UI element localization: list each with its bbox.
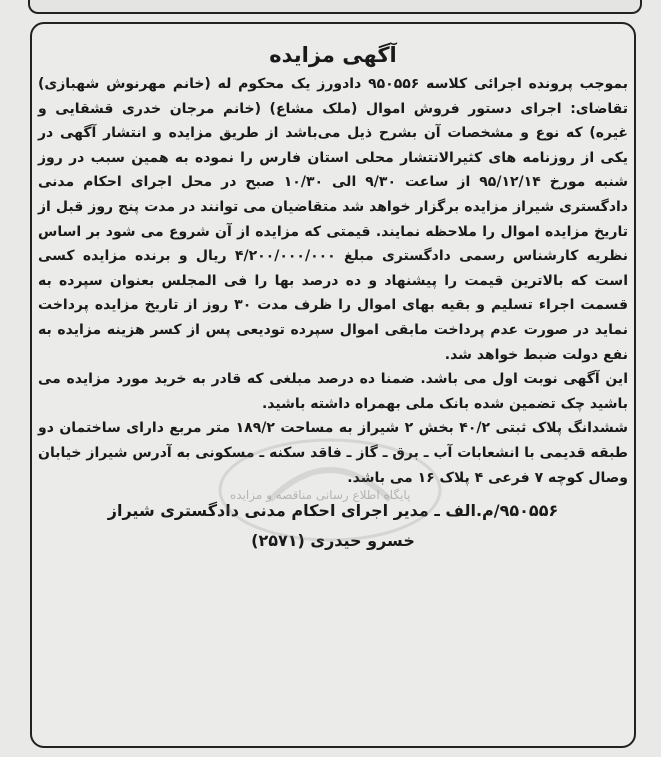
signatory-name: خسرو حیدری (۲۵۷۱): [251, 531, 415, 551]
watermark-text: پایگاه اطلاع رسانی مناقصه و مزایده: [230, 488, 411, 502]
notice-box: [30, 22, 636, 748]
previous-notice-border: [28, 0, 642, 14]
notice-body-paragraph: بموجب پرونده اجرائی کلاسه ۹۵۰۵۵۶ دادورز یک محکوم له (خانم مهرنوش شهبازی) تقاضای: اجرای دستور فروش اموال (ملک مشاع) (خانم مرجان خدری قشقایی و غیره) که نوع و مشخصات آن بشرح ذیل می‌باشد از طریق مزایده و انتشار آگهی در یکی از روزنامه های کثیرالانتشار محلی استان فارس را نموده به همین سبب در روز شنبه مورخ ۹۵/۱۲/۱۴ از ساعت ۹/۳۰ الی ۱۰/۳۰ صبح در محل اجرای احکام مدنی دادگستری شیراز مزایده برگزار خواهد شد متقاضیان می توانند در مدت پنج روز قبل از تاریخ مزایده اموال را ملاحظه نمایند. قیمتی که مزایده از آن شروع می شود بر اساس نظریه کارشناس رسمی دادگستری مبلغ ۴/۲۰۰/۰۰۰/۰۰۰ ریال و برنده مزایده کسی است که بالاترین قیمت را پیشنهاد و ده درصد بها را فی المجلس بعنوان سپرده به قسمت اجراء تسلیم و بقیه بهای اموال را ظرف مدت ۳۰ روز از تاریخ مزایده پرداخت نماید در صورت عدم پرداخت مابقی اموال سپرده تودیعی پس از کسر هزینه مزایده به نفع دولت ضبط خواهد شد.: [38, 76, 629, 363]
notice-content: [38, 42, 628, 556]
signature-line: ۹۵۰۵۵۶/م.الف ـ مدیر اجرای احکام مدنی دادگستری شیراز: [107, 501, 559, 521]
property-description-paragraph: ششدانگ پلاک ثبتی ۴۰/۲ بخش ۲ شیراز به مساحت ۱۸۹/۲ متر مربع دارای ساختمان دو طبقه قدیمی با انشعابات آب ـ برق ـ گاز ـ فاقد سکنه ـ مسکونی به آدرس شیراز خیابان وصال کوچه ۷ فرعی ۴ پلاک ۱۶ می باشد.: [38, 420, 628, 486]
notice-first-round-paragraph: این آگهی نوبت اول می باشد. ضمنا ده درصد مبلغی که قادر به خرید مورد مزایده می باشید چک تضمین شده بانک ملی بهمراه داشته باشید.: [38, 371, 628, 412]
notice-title: آگهی مزایده: [269, 43, 397, 67]
